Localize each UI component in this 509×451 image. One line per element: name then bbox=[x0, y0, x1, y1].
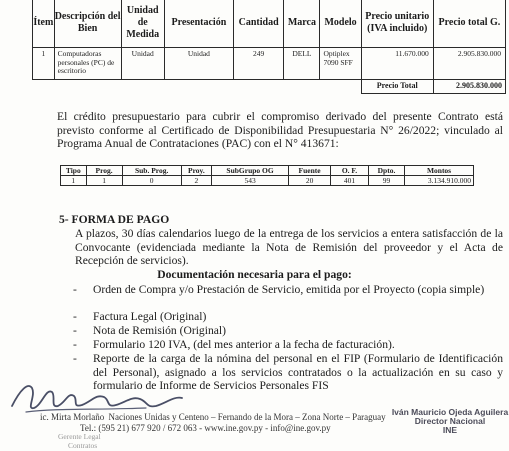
list-item bbox=[73, 338, 503, 352]
footer-faint-dept: Contratos bbox=[68, 441, 98, 450]
budget-header-fuente: Fuente bbox=[289, 166, 331, 176]
stamp-title: Director Nacional bbox=[414, 416, 486, 426]
cell-total-price: 2.905.830.000 bbox=[433, 48, 505, 80]
docs-title: Documentación necesaria para el pago: bbox=[157, 268, 352, 281]
list-item bbox=[73, 283, 503, 297]
items-row bbox=[33, 48, 506, 80]
budget-cell-proy: 2 bbox=[181, 176, 211, 186]
cell-quantity: 249 bbox=[233, 48, 283, 80]
list-item bbox=[73, 324, 503, 338]
budget-header-montos: Montos bbox=[405, 166, 474, 176]
budget-cell-dpto: 99 bbox=[368, 176, 404, 186]
total-row bbox=[33, 80, 506, 94]
budget-cell-prog: 1 bbox=[86, 176, 122, 186]
budget-header-row bbox=[61, 166, 474, 176]
bullet-dash: - bbox=[73, 310, 77, 323]
bullet-dash: - bbox=[73, 338, 77, 351]
header-unit-price: Precio unitario (IVA incluido) bbox=[361, 0, 433, 48]
list-item bbox=[73, 310, 503, 324]
total-label: Precio Total bbox=[361, 80, 433, 94]
cell-presentation: Unidad bbox=[164, 48, 233, 80]
budget-header-of: O. F. bbox=[331, 166, 369, 176]
list-item-text: Factura Legal (Original) bbox=[93, 310, 207, 323]
budget-table bbox=[60, 165, 474, 186]
list-item-text: Orden de Compra y/o Prestación de Servicio, emitida por el Proyecto (copia simple) bbox=[93, 283, 485, 296]
footer-contact: Tel.: (595 21) 677 920 / 672 063 - www.ine.gov.py - info@ine.gov.py bbox=[80, 423, 331, 433]
header-item: Ítem bbox=[33, 0, 55, 48]
stamp-org: INE bbox=[442, 425, 458, 435]
cell-unit: Unidad bbox=[121, 48, 164, 80]
budget-header-subgrupo: SubGrupo OG bbox=[212, 166, 289, 176]
budget-cell-of: 401 bbox=[331, 176, 369, 186]
header-model: Modelo bbox=[320, 0, 361, 48]
header-unit: Unidad de Medida bbox=[121, 0, 164, 48]
header-brand: Marca bbox=[284, 0, 320, 48]
list-item-text: Nota de Remisión (Original) bbox=[93, 324, 226, 337]
budget-cell-subgrupo: 543 bbox=[212, 176, 289, 186]
header-total-price: Precio total G. bbox=[433, 0, 505, 48]
footer-faint bbox=[58, 432, 101, 450]
bullet-dash: - bbox=[73, 283, 77, 296]
footer-signer: ic. Mirta Morlaño bbox=[40, 412, 105, 422]
total-value: 2.905.830.000 bbox=[433, 80, 505, 94]
budget-header-subprog: Sub. Prog. bbox=[122, 166, 181, 176]
items-table bbox=[32, 0, 506, 94]
director-stamp bbox=[391, 408, 509, 435]
budget-row bbox=[61, 176, 474, 186]
budget-header-tipo: Tipo bbox=[61, 166, 87, 176]
budget-header-prog: Prog. bbox=[86, 166, 122, 176]
budget-header-proy: Proy. bbox=[181, 166, 211, 176]
footer-faint-role: Gerente Legal bbox=[58, 432, 101, 441]
stamp-name: Iván Mauricio Ojeda Aguilera bbox=[391, 407, 509, 417]
payment-paragraph: A plazos, 30 días calendarios luego de la entrega de los servicios a entera satisfacción de la Convocante (evidenciada mediante la Nota de Remisión del proveedor y el Acta de Recepción de servicios). bbox=[75, 227, 503, 267]
bullet-dash: - bbox=[73, 324, 77, 337]
cell-unit-price: 11.670.000 bbox=[361, 48, 433, 80]
budget-cell-montos: 3.134.910.000 bbox=[405, 176, 474, 186]
bullet-dash: - bbox=[73, 352, 77, 365]
budget-header-dpto: Dpto. bbox=[368, 166, 404, 176]
cell-brand: DELL bbox=[284, 48, 320, 80]
list-item-text: Reporte de la carga de la nómina del personal en el FIP (Formulario de Identificación del Personal), asignado a los servicios contratados o la actualización en su caso y formulario de Informe de Servicios Personales FIS bbox=[93, 352, 503, 392]
section-title: 5- FORMA DE PAGO bbox=[59, 213, 170, 226]
header-presentation: Presentación bbox=[164, 0, 233, 48]
cell-model: Optiplex 7090 SFF bbox=[320, 48, 361, 80]
budget-paragraph: El crédito presupuestario para cubrir el compromiso derivado del presente Contrato está previsto conforme al Certificado de Disponibilidad Presupuestaria N° 26/2022; vinculado al Programa Anual de Contrataciones (PAC) con el N° 413671: bbox=[57, 110, 503, 150]
list-item-text: Formulario 120 IVA, (del mes anterior a la fecha de facturación). bbox=[93, 338, 395, 351]
items-header-row bbox=[33, 0, 506, 48]
header-description: Descripción del Bien bbox=[54, 0, 121, 48]
footer-address: Naciones Unidas y Centeno – Fernando de la Mora – Zona Norte – Paraguay bbox=[108, 412, 386, 422]
budget-cell-subprog: 0 bbox=[122, 176, 181, 186]
cell-item: 1 bbox=[33, 48, 55, 80]
header-quantity: Cantidad bbox=[233, 0, 283, 48]
budget-cell-tipo: 1 bbox=[61, 176, 87, 186]
budget-cell-fuente: 20 bbox=[289, 176, 331, 186]
cell-description: Computadoras personales (PC) de escritorio bbox=[54, 48, 121, 80]
